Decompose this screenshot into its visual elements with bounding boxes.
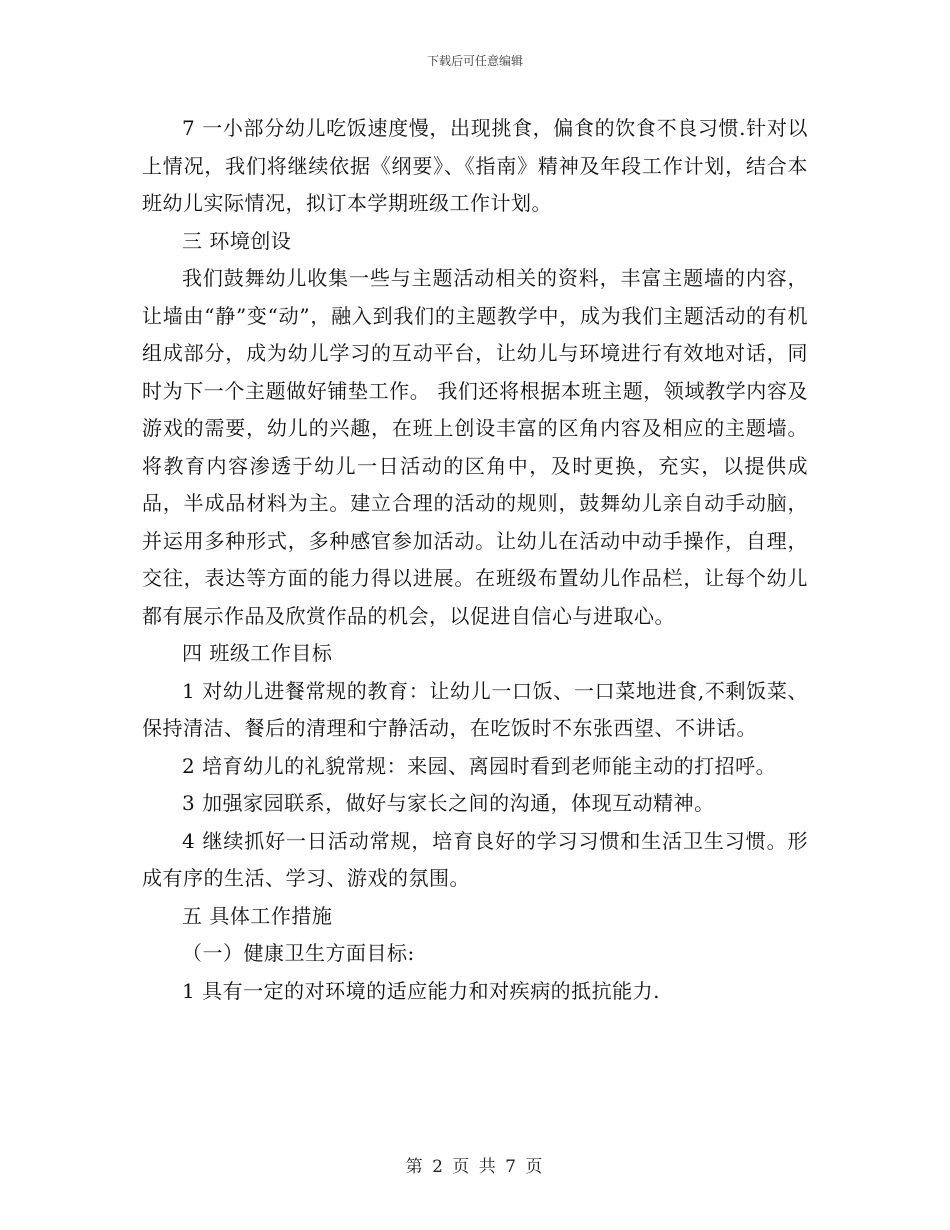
page-number-footer: 第 2 页 共 7 页 [405,1157,545,1177]
paragraph-goal-2: 2 培育幼儿的礼貌常规：来园、离园时看到老师能主动的打招呼。 [182,753,777,778]
page-header-note: 下载后可任意编辑 [426,54,523,68]
section-heading-measures: 五 具体工作措施 [182,903,333,928]
section-heading-class-goals: 四 班级工作目标 [182,641,333,665]
paragraph-goal-3: 3 加强家园联系，做好与家长之间的沟通，体现互动精神。 [182,791,715,815]
paragraph-goal-1: 1 对幼儿进餐常规的教育：让幼儿一口饭、一口菜地进食,不剩饭菜、保持清洁、餐后的清理和宁静活动，在吃饭时不东张西望、不讲话。 [142,678,808,740]
subsection-heading-health: （一）健康卫生方面目标: [182,941,415,965]
document-body [142,110,808,1010]
paragraph-environment: 我们鼓舞幼儿收集一些与主题活动相关的资料，丰富主题墙的内容，让墙由“静”变“动”，融入到我们的主题教学中，成为我们主题活动的有机组成部分，成为幼儿学习的互动平台，让幼儿与环境进行有效地对话，同时为下一个主题做好铺垫工作。 我们还将根据本班主题，领域教学内容及游戏的需要，幼儿的兴趣，在班上创设丰富的区角内容及相应的主题墙。将教育内容渗透于幼儿一日活动的区角中，及时更换，充实，以提供成品，半成品材料为主。建立合理的活动的规则，鼓舞幼儿亲自动手动脑，并运用多种形式，多种感官参加活动。让幼儿在活动中动手操作，自理，交往，表达等方面的能力得以进展。在班级布置幼儿作品栏，让每个幼儿都有展示作品及欣赏作品的机会，以促进自信心与进取心。 [142,266,808,628]
paragraph-goal-4: 4 继续抓好一日活动常规，培育良好的学习习惯和生活卫生习惯。形成有序的生活、学习、游戏的氛围。 [142,828,808,890]
section-heading-environment: 三 环境创设 [182,228,292,253]
paragraph-intro-item-7: 7 一小部分幼儿吃饭速度慢，出现挑食，偏食的饮食不良习惯.针对以上情况，我们将继续依据《纲要》、《指南》精神及年段工作计划，结合本班幼儿实际情况，拟订本学期班级工作计划。 [142,116,808,215]
paragraph-health-1: 1 具有一定的对环境的适应能力和对疾病的抵抗能力. [182,978,660,1003]
